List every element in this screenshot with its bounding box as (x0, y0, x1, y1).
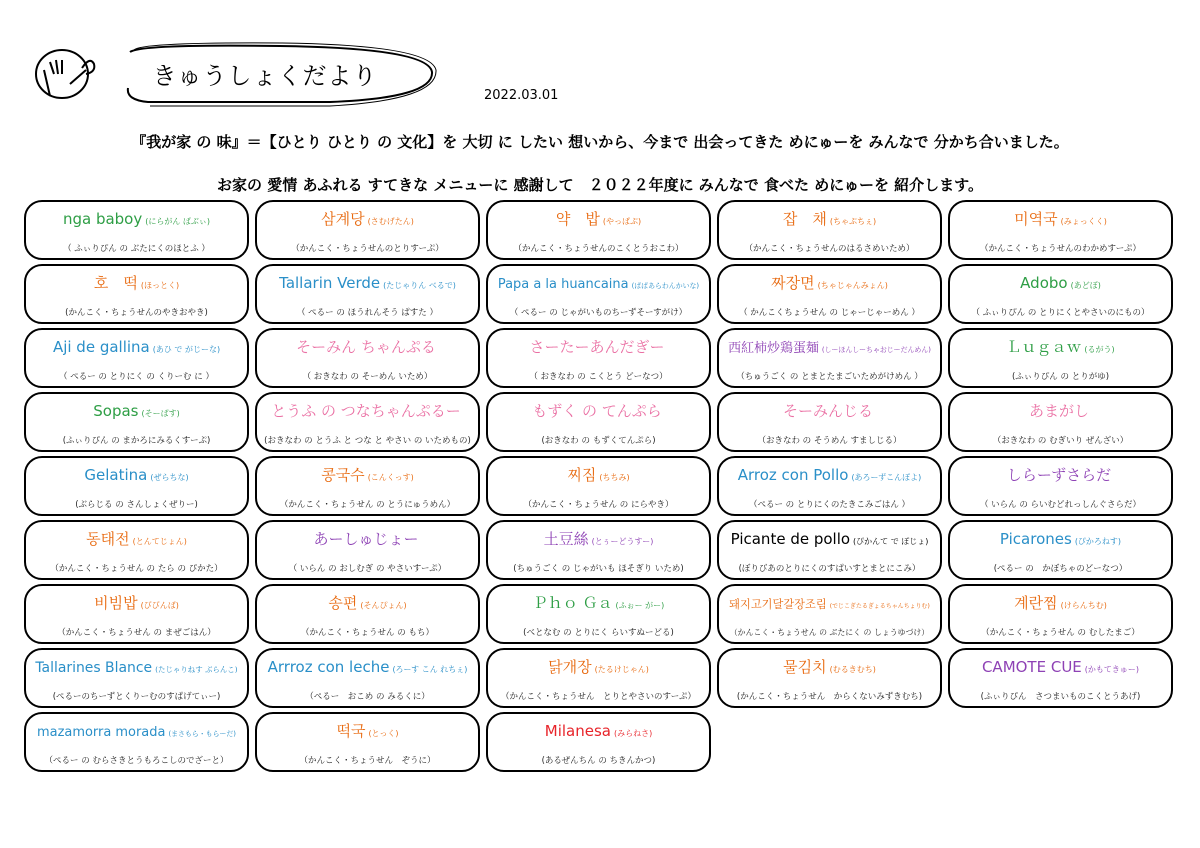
menu-description: （かんこく・ちょうせんのこくとうおこわ） (513, 243, 684, 254)
menu-name-line (544, 529, 654, 552)
menu-card (24, 456, 249, 516)
menu-name: Picante de pollo (730, 529, 851, 548)
menu-name: 土豆絲 (543, 529, 589, 548)
menu-name: 물김치 (783, 657, 827, 676)
menu-name: Adobo (1020, 273, 1068, 292)
menu-description: (おきなわ の もずくてんぷら) (541, 435, 656, 446)
menu-description: （ちゅうごく の とまとたまごいためがけめん ） (736, 371, 923, 382)
menu-name-line (1000, 529, 1121, 552)
menu-name-line (532, 401, 665, 424)
menu-description: （かんこく・ちょうせんのわかめすーぷ） (979, 243, 1142, 254)
menu-reading: (やっぱぷ) (602, 216, 642, 226)
menu-card (948, 584, 1173, 644)
menu-name-line (1020, 273, 1101, 296)
newsletter-header (30, 40, 440, 110)
menu-description: (べとなむ の とりにく らいすぬーどる) (523, 627, 674, 638)
menu-reading: (さむげたん) (367, 216, 414, 226)
menu-description: （かんこく・ちょうせん の むしたまご） (981, 627, 1140, 638)
menu-description: （かんこく・ちょうせんのとりすーぷ） (291, 243, 444, 254)
menu-name-line (1014, 209, 1107, 232)
menu-card (24, 328, 249, 388)
menu-name: Ｌｕｇａｗ (1006, 337, 1082, 356)
menu-description: (ぺるー の かぼちゃのどーなつ） (993, 563, 1128, 574)
menu-card (255, 328, 480, 388)
menu-card (486, 520, 711, 580)
menu-name-line (53, 337, 220, 360)
menu-card (255, 264, 480, 324)
menu-name-line (533, 593, 665, 616)
menu-name: あーしゅじょー (313, 529, 419, 548)
menu-reading: (たじゃりん べるで) (383, 280, 456, 290)
menu-description: (おきなわ の とうふ と つな と やさい の いためもの) (264, 435, 471, 446)
menu-description: (かんこく・ちょうせん からくないみずきむち) (736, 691, 923, 702)
menu-name: Picarones (999, 529, 1072, 548)
menu-card (486, 392, 711, 452)
menu-name-line (982, 657, 1139, 680)
menu-description: (ふぃりぴん の とりがゆ) (1011, 371, 1110, 382)
menu-name-line (86, 529, 187, 552)
menu-name-line (1006, 337, 1114, 360)
menu-name: 송편 (328, 593, 358, 612)
menu-name: 콩국수 (321, 465, 365, 484)
menu-description: (ふぃりぴん さつまいものこくとうあげ) (980, 691, 1141, 702)
menu-name-line (783, 209, 876, 232)
menu-name: 西紅柿炒鶏蛋麺 (728, 340, 819, 356)
menu-name-line (35, 657, 237, 680)
menu-card (948, 200, 1173, 260)
menu-description: （かんこく・ちょうせん とりとやさいのすーぷ） (500, 691, 697, 702)
menu-card (948, 328, 1173, 388)
menu-grid (24, 200, 1173, 772)
menu-reading: (たるけじゃん) (594, 664, 649, 674)
menu-reading: (あどぼ) (1070, 280, 1101, 290)
menu-card (255, 712, 480, 772)
menu-name: Arroz con Pollo (737, 465, 849, 484)
menu-reading: (みょっくく) (1060, 216, 1107, 226)
menu-card (255, 584, 480, 644)
menu-card (948, 520, 1173, 580)
menu-description: (かんこく・ちょうせんのやきおやき) (65, 307, 208, 318)
menu-name: Tallarines Blance (35, 659, 153, 676)
menu-name-line (1029, 401, 1092, 424)
menu-card (486, 584, 711, 644)
menu-name-line (738, 465, 922, 488)
menu-reading: (こんくっす) (367, 472, 414, 482)
menu-name: 잡 채 (782, 209, 827, 228)
menu-name: 삼계당 (321, 209, 365, 228)
menu-name-line (567, 465, 629, 488)
menu-description: (あるぜんちん の ちきんかつ) (541, 755, 656, 766)
menu-description: （かんこく・ちょうせん の たら の ぴかた） (50, 563, 223, 574)
menu-reading: (びびんば) (140, 600, 179, 610)
menu-card (24, 712, 249, 772)
menu-card (948, 648, 1173, 708)
menu-description: （ ふぃりぴん の ぶたにくのほとふ ） (63, 243, 210, 254)
menu-description: （ おきなわ の こくとう どーなつ） (529, 371, 668, 382)
menu-reading: (でじこぎたるぎょるちゃんちょりむ) (829, 602, 930, 610)
menu-reading: (とんてじょん) (132, 536, 187, 546)
menu-reading: (まさもら・もらーだ) (168, 729, 236, 738)
menu-card (255, 520, 480, 580)
menu-card (486, 200, 711, 260)
menu-reading: (そーぱす) (141, 408, 180, 418)
menu-description: (ちゅうごく の じゃがいも ほそぎり いため) (513, 563, 684, 574)
menu-name-line (94, 593, 179, 616)
menu-name: Ｐｈｏ Ｇａ (532, 593, 613, 612)
menu-name-line (84, 465, 188, 488)
menu-name: 비빔밥 (94, 593, 138, 612)
menu-description: （かんこく・ちょうせん の もち） (301, 627, 434, 638)
menu-description: （ おきなわ の そーめん いため） (302, 371, 433, 382)
menu-card (717, 648, 942, 708)
menu-name-line (771, 273, 888, 296)
menu-name-line (37, 721, 236, 744)
menu-name: 닭개장 (548, 657, 592, 676)
menu-card (24, 648, 249, 708)
menu-card (717, 328, 942, 388)
menu-card (255, 456, 480, 516)
menu-card (486, 328, 711, 388)
menu-name-line (296, 337, 439, 360)
menu-name-line (529, 337, 667, 360)
menu-name: CAMOTE CUE (981, 657, 1082, 676)
menu-name: Milanesa (544, 721, 611, 740)
menu-description: （ぺるー の とりにくのたきこみごはん ） (748, 499, 911, 510)
menu-description: （ぺるー おこめ の みるくに） (305, 691, 430, 702)
menu-description: （ ぺるー の とりにく の くりーむ に ） (59, 371, 214, 382)
menu-name-line (728, 337, 931, 360)
menu-card (717, 392, 942, 452)
menu-name: nga baboy (62, 209, 143, 228)
menu-name: Tallarin Verde (279, 273, 381, 292)
menu-reading: (ちゃじゃんみょん) (817, 280, 888, 290)
menu-description: (ぼりびあのとりにくのすぱいすとまとにこみ） (738, 563, 921, 574)
menu-description: （かんこく・ちょうせん の まぜごはん） (57, 627, 216, 638)
menu-card (717, 200, 942, 260)
menu-card (255, 392, 480, 452)
menu-reading: (あろーずこんぽよ) (851, 472, 922, 482)
menu-description: （かんこく・ちょうせん の とうにゅうめん） (279, 499, 456, 510)
menu-reading: (かもてきゅー) (1084, 664, 1140, 674)
menu-description: （ かんこくちょうせん の じゃーじゃーめん ） (739, 307, 920, 318)
menu-description: (ふぃりぴん の まかろにみるくすーぷ) (62, 435, 211, 446)
menu-description: （かんこく・ちょうせん の にらやき） (523, 499, 674, 510)
menu-reading: (とぅーどうすー) (591, 536, 654, 546)
menu-name-line (498, 273, 699, 296)
menu-description: （ いらん の おしむぎ の やさいすーぷ） (288, 563, 447, 574)
menu-description: （かんこく・ちょうせん の ぶたにく の しょうゆづけ） (729, 627, 930, 637)
menu-card (717, 520, 942, 580)
menu-name-line (321, 465, 414, 488)
menu-name-line (1014, 593, 1107, 616)
menu-description: （おきなわ の むぎいり ぜんざい） (992, 435, 1129, 446)
menu-name: 호 떡 (93, 273, 138, 292)
menu-name: 계란찜 (1014, 593, 1058, 612)
menu-card (717, 264, 942, 324)
menu-card (24, 584, 249, 644)
menu-name: あまがし (1028, 401, 1089, 420)
menu-reading: (みらねさ) (613, 728, 653, 738)
menu-reading: (あひ で がじーな) (152, 344, 221, 354)
menu-card (948, 456, 1173, 516)
menu-description: （かんこく・ちょうせん ぞうに） (299, 755, 436, 766)
menu-card (486, 712, 711, 772)
menu-name: そーみんじる (782, 401, 873, 420)
intro-line-2: お家の 愛情 あふれる すてきな メニューに 感謝して ２０２２年度に みんなで 食べた めにゅーを 紹介します。 (217, 176, 983, 194)
menu-card (948, 264, 1173, 324)
menu-reading: (そんぴょん) (360, 600, 407, 610)
menu-reading: (るがう) (1084, 344, 1115, 354)
menu-description: （ ぺるー の ほうれんそう ぱすた ） (296, 307, 438, 318)
menu-reading: (とっく) (368, 728, 399, 738)
menu-name: しらーずさらだ (1006, 465, 1112, 484)
menu-card (255, 200, 480, 260)
menu-name: とうふ の つなちゃんぷるー (271, 401, 461, 420)
menu-description: （ いらん の らいむどれっしんぐさらだ） (979, 499, 1142, 510)
menu-name-line (731, 529, 929, 552)
menu-reading: (ふぉー がー) (615, 600, 665, 610)
menu-description: (ぶらじる の さんしょくぜりー) (75, 499, 198, 510)
newsletter-title: きゅうしょくだより (152, 62, 378, 90)
menu-description: （ぺるー の むらさきとうもろこしのでざーと） (44, 755, 229, 766)
menu-reading: (むるきむち) (829, 664, 876, 674)
menu-name: もずく の てんぷら (532, 401, 662, 420)
menu-name-line (783, 657, 876, 680)
menu-name-line (63, 209, 210, 232)
menu-reading: (ろーす こん れちぇ) (392, 664, 468, 674)
menu-name-line (321, 209, 414, 232)
menu-name-line (94, 273, 179, 296)
intro-line-1: 『我が家 の 味』＝【ひとり ひとり の 文化】を 大切 に したい 想いから、今まで 出会ってきた めにゅーを みんなで 分かち合いました。 (131, 133, 1069, 151)
menu-reading: (たじゃりねす ぶらんこ) (155, 664, 238, 674)
menu-name: Papa a la huancaina (497, 276, 629, 292)
menu-reading: (にらがん ばぶぃ) (145, 216, 211, 226)
menu-name-line (313, 529, 421, 552)
menu-name-line (548, 657, 649, 680)
menu-reading: (ぱぱあらわんかいな) (631, 281, 700, 290)
menu-name: Gelatina (84, 465, 148, 484)
menu-reading: (しーほんしーちゃおじーだんめん) (821, 345, 931, 354)
menu-name-line (556, 209, 641, 232)
menu-name: Aji de gallina (52, 337, 150, 356)
menu-reading: (ぜらちな) (150, 472, 189, 482)
menu-name-line (279, 273, 456, 296)
menu-name: さーたーあんだぎー (529, 337, 665, 356)
menu-name-line (729, 593, 930, 617)
menu-description: （ ふぃりぴん の とりにくとやさいのにもの） (971, 307, 1150, 318)
menu-name-line (271, 401, 464, 424)
menu-name: 찌짐 (567, 465, 597, 484)
menu-name: そーみん ちゃんぷる (296, 337, 436, 356)
menu-name: Sopas (93, 401, 139, 420)
menu-reading: (ぴかんて で ぽじょ) (853, 536, 929, 546)
menu-card (717, 456, 942, 516)
menu-card (486, 648, 711, 708)
menu-card (24, 264, 249, 324)
menu-reading: (ちちみ) (599, 472, 630, 482)
menu-card (948, 392, 1173, 452)
menu-name: 약 밥 (555, 209, 600, 228)
menu-name-line (545, 721, 652, 744)
menu-description: （ ぺるー の じゃがいものちーずそーすがけ） (509, 307, 688, 318)
menu-description: （おきなわ の そうめん すましじる） (757, 435, 902, 446)
menu-card (24, 200, 249, 260)
menu-name-line (93, 401, 179, 424)
menu-name: 미역국 (1014, 209, 1058, 228)
menu-card (24, 520, 249, 580)
menu-name: 떡국 (336, 721, 366, 740)
menu-name: 짜장면 (771, 273, 815, 292)
menu-card (486, 264, 711, 324)
menu-name: 돼지고기달갈장조림 (729, 597, 827, 611)
menu-description: （かんこく・ちょうせんのはるさめいため） (744, 243, 915, 254)
menu-name: mazamorra morada (37, 724, 166, 740)
menu-name-line (1007, 465, 1114, 488)
menu-description: (ぺるーのちーずとくりーむのすぱげてぃー) (52, 691, 221, 702)
menu-name: 동태전 (86, 529, 130, 548)
menu-name-line (783, 401, 876, 424)
menu-name-line (268, 657, 468, 680)
menu-name: Arrroz con leche (267, 657, 390, 676)
menu-reading: (ちゃぷちぇ) (829, 216, 877, 226)
menu-reading: (けらんちむ) (1060, 600, 1107, 610)
menu-name-line (328, 593, 406, 616)
menu-card (255, 648, 480, 708)
issue-date: 2022.03.01 (484, 88, 559, 103)
menu-name-line (336, 721, 398, 744)
menu-reading: (ぴかろねす) (1074, 536, 1122, 546)
menu-card (717, 584, 942, 644)
menu-card (486, 456, 711, 516)
menu-reading: (ほっとく) (140, 280, 180, 290)
menu-card (24, 392, 249, 452)
